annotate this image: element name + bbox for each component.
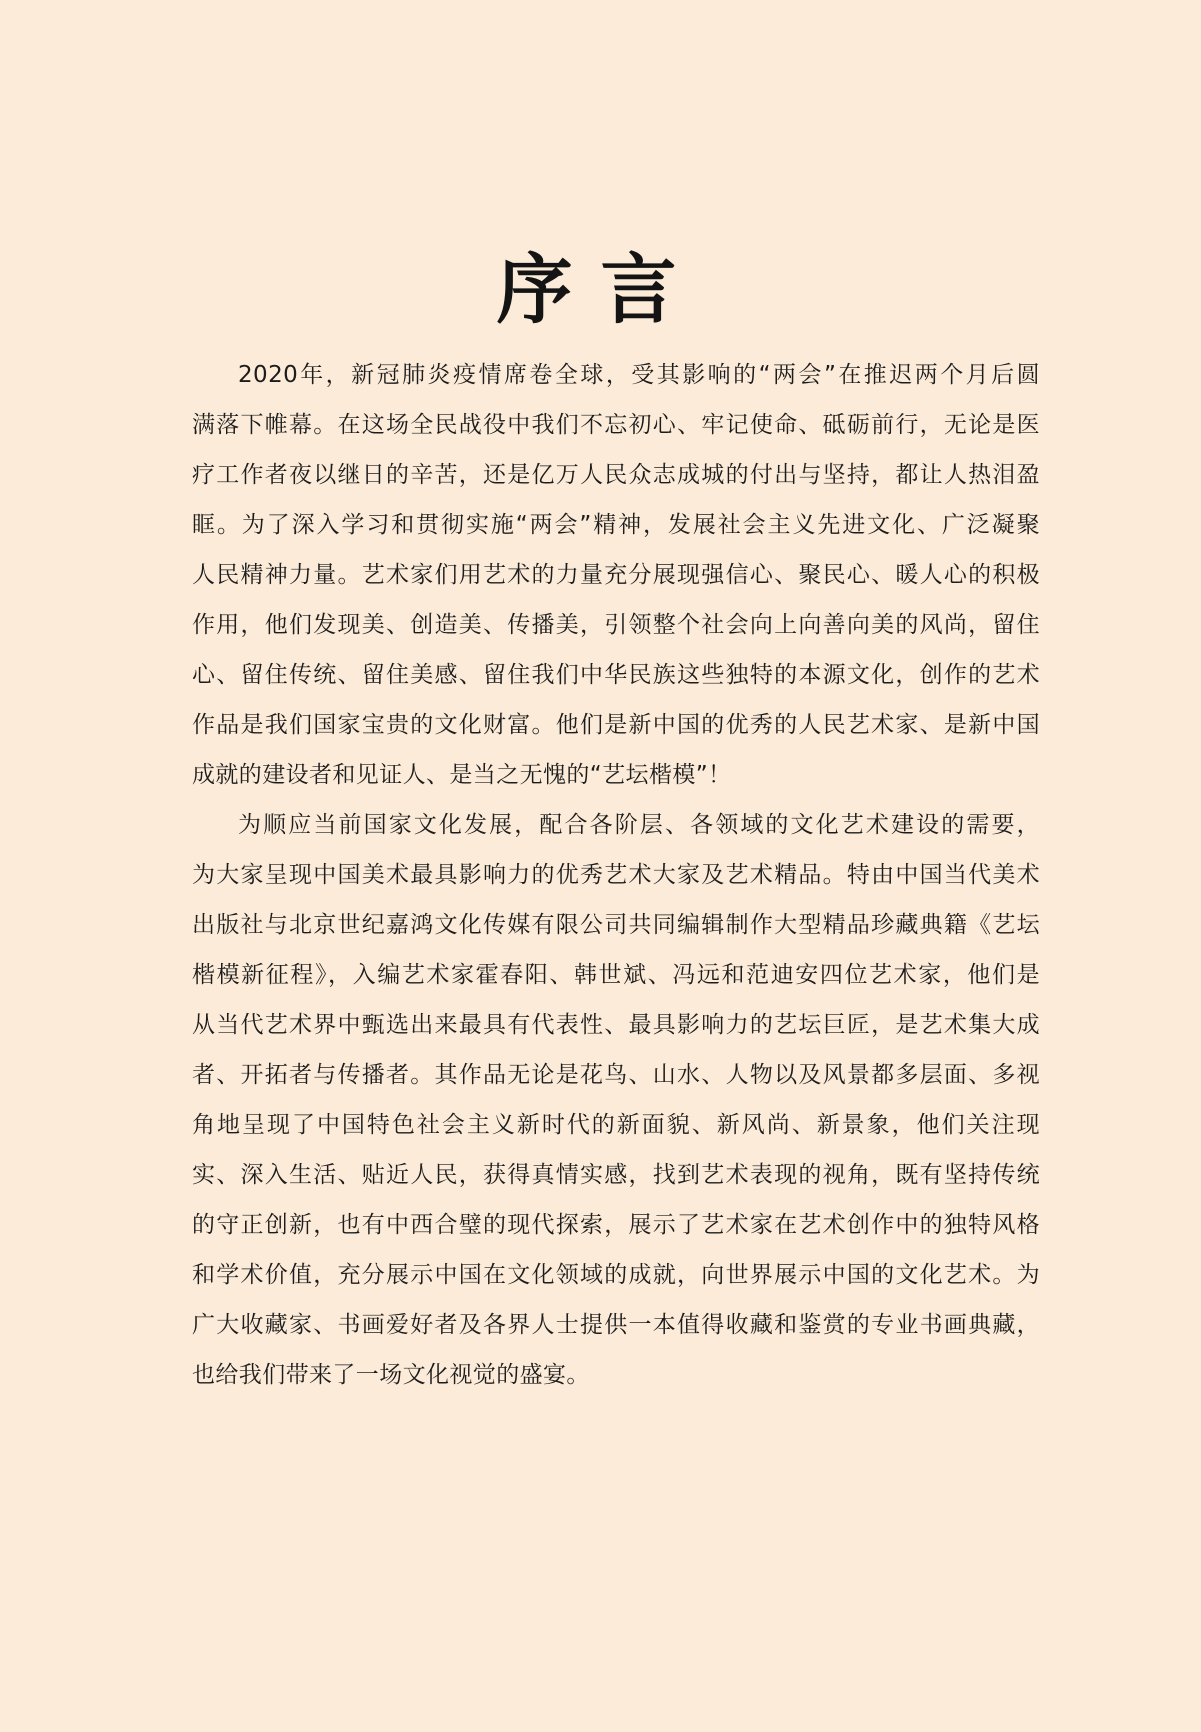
text-line: 角地呈现了中国特色社会主义新时代的新面貌、新风尚、新景象，他们关注现 [192, 1112, 1040, 1138]
text-line: 作用，他们发现美、创造美、传播美，引领整个社会向上向善向美的风尚，留住 [192, 612, 1040, 638]
paragraph-2 [192, 800, 1040, 1400]
text-line: 实、深入生活、贴近人民，获得真情实感，找到艺术表现的视角，既有坚持传统 [192, 1162, 1040, 1188]
text-line: 出版社与北京世纪嘉鸿文化传媒有限公司共同编辑制作大型精品珍藏典籍《艺坛 [192, 912, 1040, 938]
text-line: 楷模新征程》，入编艺术家霍春阳、韩世斌、冯远和范迪安四位艺术家，他们是 [192, 962, 1040, 988]
page-title: 序言 [496, 245, 705, 334]
text-line: 成就的建设者和见证人、是当之无愧的“艺坛楷模”！ [192, 762, 732, 788]
text-line: 2020年，新冠肺炎疫情席卷全球，受其影响的“两会”在推迟两个月后圆 [238, 362, 1040, 388]
text-line: 满落下帷幕。在这场全民战役中我们不忘初心、牢记使命、砥砺前行，无论是医 [192, 412, 1040, 438]
text-line: 的守正创新，也有中西合璧的现代探索，展示了艺术家在艺术创作中的独特风格 [192, 1212, 1040, 1238]
text-line: 从当代艺术界中甄选出来最具有代表性、最具影响力的艺坛巨匠，是艺术集大成 [192, 1012, 1040, 1038]
text-line: 心、留住传统、留住美感、留住我们中华民族这些独特的本源文化，创作的艺术 [192, 662, 1040, 688]
text-line: 人民精神力量。艺术家们用艺术的力量充分展现强信心、聚民心、暖人心的积极 [192, 562, 1040, 588]
preface-body [192, 350, 1040, 1400]
text-line: 和学术价值，充分展示中国在文化领域的成就，向世界展示中国的文化艺术。为 [192, 1262, 1040, 1288]
paragraph-1 [192, 350, 1040, 800]
text-line: 作品是我们国家宝贵的文化财富。他们是新中国的优秀的人民艺术家、是新中国 [192, 712, 1040, 738]
text-line: 为顺应当前国家文化发展，配合各阶层、各领域的文化艺术建设的需要， [238, 812, 1040, 838]
text-line: 为大家呈现中国美术最具影响力的优秀艺术大家及艺术精品。特由中国当代美术 [192, 862, 1040, 888]
text-line: 疗工作者夜以继日的辛苦，还是亿万人民众志成城的付出与坚持，都让人热泪盈 [192, 462, 1040, 488]
text-line: 也给我们带来了一场文化视觉的盛宴。 [192, 1362, 590, 1388]
text-line: 广大收藏家、书画爱好者及各界人士提供一本值得收藏和鉴赏的专业书画典藏， [192, 1312, 1040, 1338]
text-line: 者、开拓者与传播者。其作品无论是花鸟、山水、人物以及风景都多层面、多视 [192, 1062, 1040, 1088]
text-line: 眶。为了深入学习和贯彻实施“两会”精神，发展社会主义先进文化、广泛凝聚 [192, 512, 1040, 538]
